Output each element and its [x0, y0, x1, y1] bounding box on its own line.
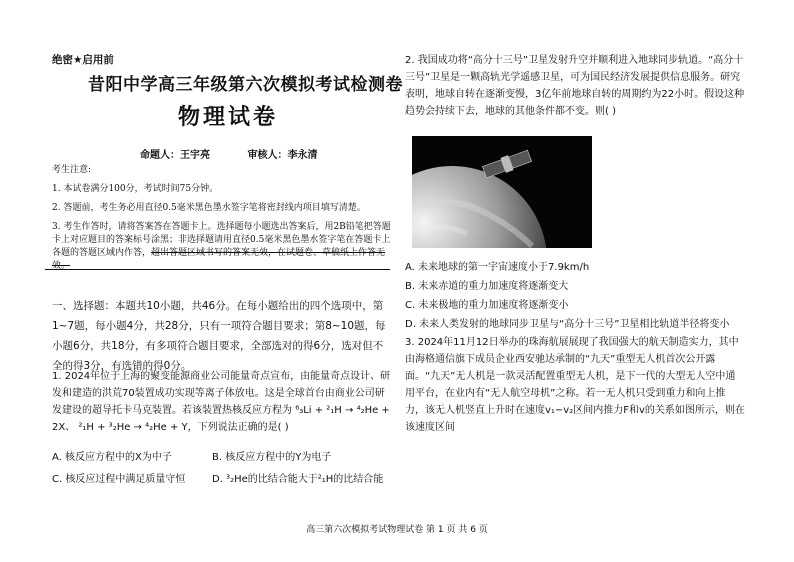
divider-rule	[45, 269, 390, 270]
authors-line	[140, 146, 351, 161]
q1-option-d: D. ³₂He的比结合能大于²₁H的比结合能	[212, 474, 384, 485]
q1-option-b: B. 核反应方程中的Y为电子	[212, 452, 332, 463]
note-item-3-text: 3. 考生作答时，请将答案答在答题卡上。选择题每小题选出答案后，用2B铅笔把答题卡上对应题目的答案标号涂黑；非选择题请用直径0.5毫米黑色墨水签字笔在答题卡上各题的答题区域内作答，	[52, 222, 391, 258]
question-3: 3. 2024年11月12日举办的珠海航展展现了我国强大的航天制造实力，其中由海格通信旗下成员企业西安驰达承制的“九天”重型无人机首次公开露面。“九天”无人机是一款灵活配置重型无人机，是下一代的大型无人空中通用平台，在业内有“无人航空母机”之称。若一无人机只受到重力和向上推力，该无人机竖直上升时在速度v₁−v₂区间内推力F和v的关系如图所示，则在该速度区间	[405, 337, 745, 433]
subject-title: 物理试卷	[178, 104, 279, 130]
question-2: 2. 我国成功将“高分十三号”卫星发射升空并顺利进入地球同步轨道。“高分十三号”卫星是一颗高轨光学遥感卫星，可为国民经济发展提供信息服务。研究表明，地球自转在逐渐变慢，3亿年前地球自转的周期约为22小时。假设这种趋势会持续下去，地球的其他条件都不变。则( )	[405, 55, 745, 117]
q1-option-a: A. 核反应方程中的X为中子	[52, 452, 172, 463]
note-item-2: 2. 答题前，考生务必用直径0.5毫米黑色墨水签字笔将密封线内项目填写清楚。	[52, 203, 366, 213]
q2-option-c: C. 未来极地的重力加速度将逐渐变小	[405, 300, 569, 311]
q2-option-d: D. 未来人类发射的地球同步卫星与“高分十三号”卫星相比轨道半径将变小	[405, 319, 730, 330]
section-1-instructions: 一、选择题：本题共10小题，共46分。在每小题给出的四个选项中，第1~7题，每小题4分，共28分，只有一项符合题目要求；第8~10题，每小题6分，共18分，有多项符合题目要求，全部选对的得6分，选对但不全的得3分，有选错的得0分。	[52, 300, 386, 372]
school-title: 昔阳中学高三年级第六次模拟考试检测卷	[88, 75, 403, 95]
note-item-3	[52, 221, 394, 273]
q2-option-b: B. 未来赤道的重力加速度将逐渐变大	[405, 281, 569, 292]
page-footer: 高三第六次模拟考试物理试卷 第 1 页 共 6 页	[306, 525, 488, 535]
q1-equation-1: ⁶₃Li + ²₁H → ⁴₂He + 2X、	[52, 405, 390, 433]
q2-option-a: A. 未来地球的第一宇宙速度小于7.9km/h	[405, 262, 590, 273]
satellite-earth-illustration	[412, 136, 592, 248]
reviewer-name: 审核人：李永清	[247, 150, 318, 161]
exam-notes	[52, 164, 394, 279]
q1-equation-2: ²₁H + ³₂He → ⁴₂He + Y，下列说法正确的是( )	[78, 422, 289, 433]
satellite-earth-image	[412, 136, 592, 248]
q1-option-c: C. 核反应过程中满足质量守恒	[52, 474, 186, 485]
confidential-label: 绝密★启用前	[52, 54, 114, 66]
notes-title: 考生注意:	[52, 165, 92, 175]
q1-stem: 1. 2024年位于上海的聚变能源商业公司能量奇点宣布，由能量奇点设计、研发和建造的洪荒70装置成功实现等离子体放电。这是全球首台由商业公司研发建设的超导托卡马克装置。若该装置热核反应方程为	[52, 371, 391, 416]
q2-options	[405, 258, 745, 334]
question-1	[52, 368, 392, 436]
note-item-1: 1. 本试卷满分100分，考试时间75分钟。	[52, 184, 219, 194]
author-name: 命题人：王宇亮	[140, 150, 210, 161]
struck-text: 超出答题区域书写的答案无效，在试题卷、草稿纸上作答无效。	[52, 248, 386, 271]
